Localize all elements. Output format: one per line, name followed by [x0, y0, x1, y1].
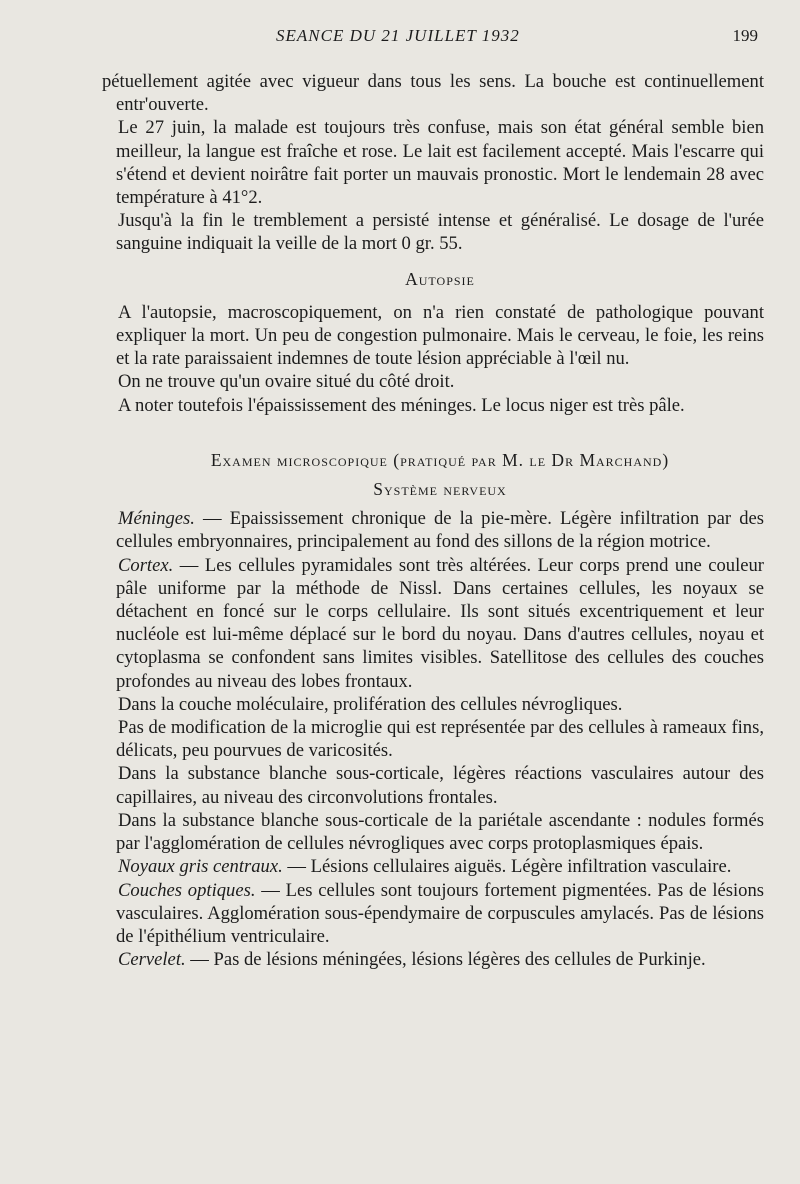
paragraph: Dans la substance blanche sous-corticale de la pariétale ascendante : nodules formés par l'agglomération de cellules névrogliques avec corps protoplasmiques épais. — [116, 809, 764, 855]
paragraph-cortex — [116, 554, 764, 693]
paragraph: Le 27 juin, la malade est toujours très confuse, mais son état général semble bien meilleur, la langue est fraîche et rose. Le lait est facilement accepté. Mais l'escarre qui s'étend et devient noirâtre fait porter un mauvais pronostic. Mort le lendemain 28 avec température à 41°2. — [116, 117, 764, 209]
section-heading-autopsie: Autopsie — [405, 268, 475, 289]
paragraph-noyaux — [116, 855, 764, 878]
paragraph: Jusqu'à la fin le tremblement a persisté intense et généralisé. Le dosage de l'urée sanguine indiquait la veille de la mort 0 gr. 55. — [116, 210, 764, 255]
subsection-text: — Les cellules sont toujours fortement pigmentées. Pas de lésions vasculaires. Agglomération sous-épendymaire de corpuscules amylacés. Pas de lésions de l'épithélium ventriculaire. — [116, 879, 764, 947]
subsection-label: Couches optiques. — [118, 879, 256, 901]
paragraph: A l'autopsie, macroscopiquement, on n'a rien constaté de pathologique pouvant expliquer la mort. Un peu de congestion pulmonaire. Mais le cerveau, le foie, les reins et la rate paraissaient indemnes de toute lésion appréciable à l'œil nu. — [116, 301, 764, 370]
subsection-label: Méninges. — [118, 508, 195, 530]
paragraph: Pas de modification de la microglie qui est représentée par des cellules à rameaux fins, délicats, peu pourvues de varicosités. — [116, 717, 764, 762]
paragraph: pétuellement agitée avec vigueur dans tous les sens. La bouche est continuellement entr'ouverte. — [102, 71, 764, 116]
paragraph-meninges — [116, 507, 764, 553]
section-heading-systeme: Système nerveux — [373, 479, 507, 500]
paragraph-couches — [116, 879, 764, 949]
page-header — [0, 26, 800, 54]
paragraph: A noter toutefois l'épaississement des méninges. Le locus niger est très pâle. — [118, 394, 685, 416]
subsection-label: Cervelet. — [118, 949, 186, 971]
paragraph: Dans la substance blanche sous-corticale, légères réactions vasculaires autour des capillaires, au niveau des circonvolutions frontales. — [116, 763, 764, 808]
subsection-text: — Les cellules pyramidales sont très altérées. Leur corps prend une couleur pâle uniforme par la méthode de Nissl. Dans certaines cellules, les noyaux se détachent en foncé sur le corps cellulaire. Ils sont situés excentriquement et leur nucléole est lui-même déplacé sur le bord du noyau. Dans d'autres cellules, noyau et cytoplasma se confondent sans limites visibles. Satellitose des cellules des couches profondes au niveau des lobes frontaux. — [116, 554, 764, 692]
running-title: SEANCE DU 21 JUILLET 1932 — [276, 26, 520, 45]
paragraph: On ne trouve qu'un ovaire situé du côté droit. — [118, 371, 455, 393]
section-heading-examen: Examen microscopique (pratiqué par M. le Dr Marchand) — [210, 449, 670, 470]
paragraph-cervelet — [116, 948, 764, 971]
subsection-text: — Pas de lésions méningées, lésions légères des cellules de Purkinje. — [185, 949, 706, 971]
subsection-text: — Lésions cellulaires aiguës. Légère infiltration vasculaire. — [282, 856, 732, 878]
paragraph: Dans la couche moléculaire, prolifération des cellules névrogliques. — [118, 693, 623, 715]
subsection-text: — Epaississement chronique de la pie-mère. Légère infiltration par des cellules embryonnaires, principalement au fond des sillons de la région motrice. — [116, 508, 764, 553]
subsection-label: Noyaux gris centraux. — [118, 856, 283, 878]
body-text — [102, 70, 764, 971]
subsection-label: Cortex. — [118, 554, 174, 576]
page-number: 199 — [732, 26, 758, 45]
